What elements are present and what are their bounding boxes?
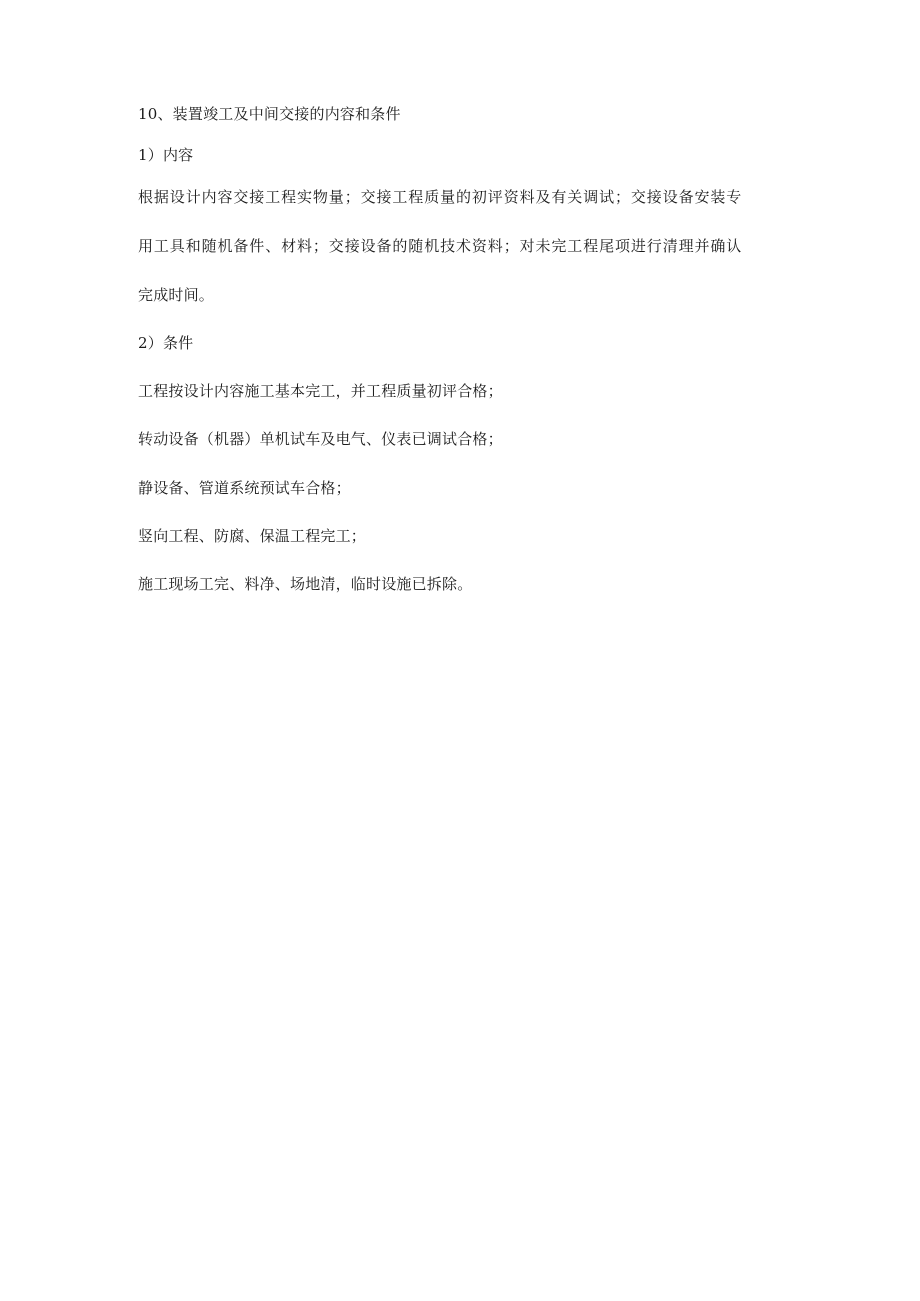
condition-item: 静设备、管道系统预试车合格； [138, 479, 351, 497]
condition-item: 竖向工程、防腐、保温工程完工； [138, 527, 367, 545]
conditions-heading: 2）条件 [138, 334, 194, 352]
content-paragraph-line: 用工具和随机备件、材料；交接设备的随机技术资料；对未完工程尾项进行清理并确认 [138, 237, 743, 255]
content-paragraph-line: 根据设计内容交接工程实物量；交接工程质量的初评资料及有关调试；交接设备安装专 [138, 188, 743, 206]
condition-item: 工程按设计内容施工基本完工，并工程质量初评合格； [138, 382, 503, 400]
content-heading: 1）内容 [138, 146, 194, 164]
condition-item: 转动设备（机器）单机试车及电气、仪表已调试合格； [138, 430, 503, 448]
condition-item: 施工现场工完、料净、场地清，临时设施已拆除。 [138, 575, 473, 593]
section-heading: 10、装置竣工及中间交接的内容和条件 [138, 105, 401, 123]
content-paragraph-line: 完成时间。 [138, 286, 215, 304]
